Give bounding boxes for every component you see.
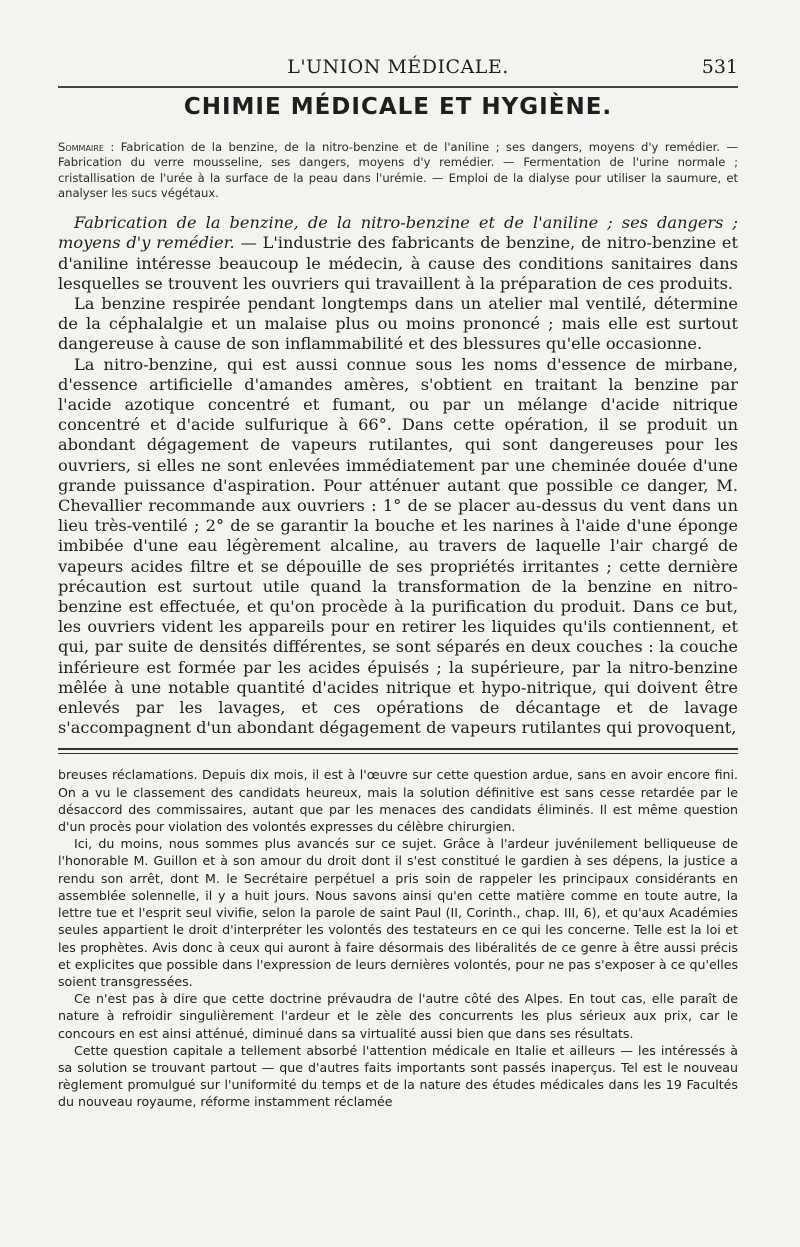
feuilleton-paragraph: Ici, du moins, nous sommes plus avancés sur ce sujet. Grâce à l'ardeur juvénilement belliqueuse de l'honorable M. Guillon et à son amour du droit dont il s'est constitué le gardien à ses dépens, la justice a rendu son arrêt, dont M. le Secrétaire perpétuel a pris soin de rappeler les principaux considérants en assemblée solennelle, il y a huit jours. Nous savons ainsi qu'en cette matière comme en toute autre, la lettre tue et l'esprit seul vivifie, selon la parole de saint Paul (II, Corinth., chap. III, 6), et qu'aux Académies seules appartient le droit d'interpréter les volontés des testateurs en ce qui les concerne. Telle est la loi et les prophètes. Avis donc à ceux qui auront à faire désormais des libéralités de ce genre à être aussi précis et explicites que possible dans l'expression de leurs dernières volontés, pour ne pas s'exposer à ce qu'elles soient transgressées. [58,836,738,989]
article-lead-title: Fabrication de la benzine, de la nitro-benzine et de l'aniline ; ses dangers ; moyens d'y remédier. [58,213,738,253]
summary-label: Sommaire : [58,140,115,154]
article-paragraph-text: — L'industrie des fabricants de benzine, de nitro-benzine et d'aniline intéresse beaucoup le médecin, à cause des conditions sanitaires dans lesquelles se trouvent les ouvriers qui travaillent à la préparation de ces produits. [58,233,738,293]
article-body [58,213,738,738]
page-number: 531 [701,56,738,78]
article-paragraph [58,213,738,294]
page [58,48,738,1111]
section-title: CHIMIE MÉDICALE ET HYGIÈNE. [183,94,613,120]
running-title: L'UNION MÉDICALE. [287,56,509,78]
summary-text: Fabrication de la benzine, de la nitro-benzine et de l'aniline ; ses dangers, moyens d'y remédier. — Fabrication du verre mousseline, ses dangers, moyens d'y remédier. — Fermentation de l'urine normale ; cristallisation de l'urée à la surface de la peau dans l'urémie. — Emploi de la dialyse pour utiliser la saumure, et analyser les sucs végétaux. [58,140,739,200]
feuilleton-paragraph: Cette question capitale a tellement absorbé l'attention médicale en Italie et ailleurs — les intéressés à sa solution se trouvant partout — que d'autres faits importants sont passés inaperçus. Tel est le nouveau règlement promulgué sur l'uniformité du temps et de la nature des études médicales dans les 19 Facultés du nouveau royaume, réforme instamment réclamée [58,1042,738,1110]
article-paragraph: La nitro-benzine, qui est aussi connue sous les noms d'essence de mirbane, d'essence artificielle d'amandes amères, s'obtient en traitant la benzine par l'acide azotique concentré et fumant, ou par un mélange d'acide nitrique concentré et d'acide sulfurique à 66°. Dans cette opération, il se produit un abondant dégagement de vapeurs rutilantes, qui sont dangereuses pour les ouvriers, si elles ne sont enlevées immédiatement par une cheminée douée d'une grande puissance d'aspiration. Pour atténuer autant que possible ce danger, M. Chevallier recommande aux ouvriers : 1° de se placer au-dessus du vent dans un lieu très-ventilé ; 2° de se garantir la bouche et les narines à l'aide d'une éponge imbibée d'une eau légèrement alcaline, au travers de laquelle l'air chargé de vapeurs acides filtre et se dépouille de ses propriétés irritantes ; cette dernière précaution est surtout utile quand la transformation de la benzine en nitro-benzine est effectuée, et qu'on procède à la purification du produit. Dans ce but, les ouvriers vident les appareils pour en retirer les liquides qu'ils contiennent, et qui, par suite de densités différentes, se sont séparés en deux couches : la couche inférieure est formée par les acides épuisés ; la supérieure, par la nitro-benzine mêlée à une notable quantité d'acides nitrique et hypo-nitrique, qui doivent être enlevés par les lavages, et ces opérations de décantage et de lavage s'accompagnent d'un abondant dégagement de vapeurs rutilantes qui provoquent, [58,354,738,738]
summary [58,140,738,201]
feuilleton-paragraph: breuses réclamations. Depuis dix mois, il est à l'œuvre sur cette question ardue, sans en avoir encore fini. On a vu le classement des candidats heureux, mais la solution définitive est sans cesse retardée par le désaccord des commissaires, autant que par les menaces des candidats éliminés. Il est même question d'un procès pour violation des volontés expresses du célèbre chirurgien. [58,767,738,835]
header-rule [58,86,738,88]
feuilleton-body [58,766,738,1110]
article-paragraph: La benzine respirée pendant longtemps dans un atelier mal ventilé, détermine de la céphalalgie et un malaise plus ou moins prononcé ; mais elle est surtout dangereuse à cause de son inflammabilité et des blessures qu'elle occasionne. [58,294,738,354]
feuilleton-separator [58,748,738,754]
feuilleton-paragraph: Ce n'est pas à dire que cette doctrine prévaudra de l'autre côté des Alpes. En tout cas, elle paraît de nature à refroidir singulièrement l'ardeur et le zèle des concurrents les plus sérieux aux prix, car le concours en est ainsi atténué, diminué dans sa virtualité aussi bien que dans ses résultats. [58,991,738,1041]
running-head [58,48,738,82]
